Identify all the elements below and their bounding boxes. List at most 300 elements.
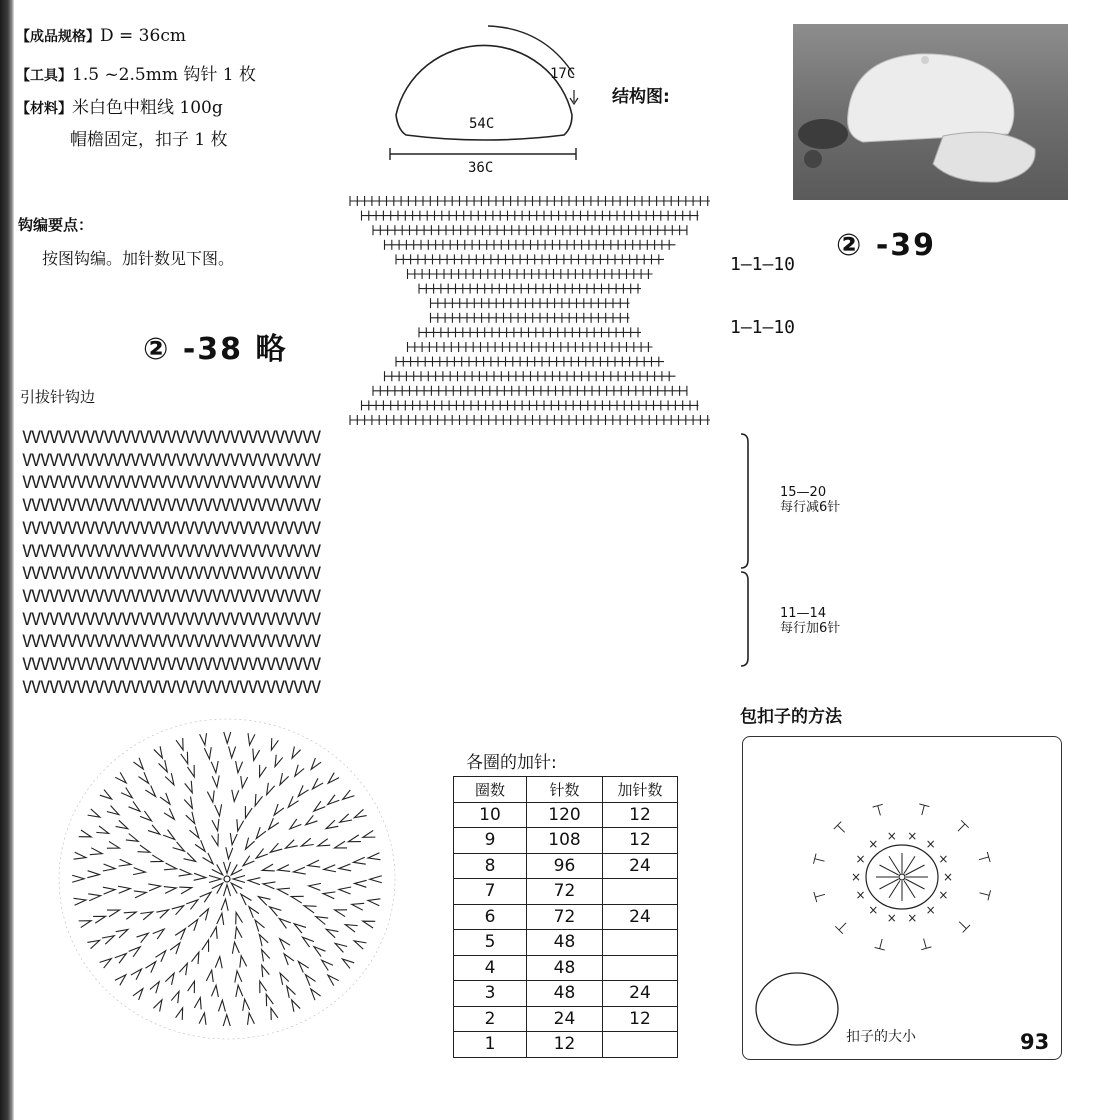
pattern-current: ② -39 [836, 228, 937, 263]
stitch-row: VVVVVVVVVVVVVVVVVVVVVVVVVVVVVVVVV [22, 473, 321, 494]
v-stitch [348, 835, 360, 842]
button-size-circle [756, 973, 838, 1045]
v-stitch [245, 806, 252, 818]
v-stitch [119, 859, 131, 866]
v-stitch [170, 943, 180, 954]
cell-round: 2 [454, 1006, 527, 1032]
v-stitch [335, 910, 347, 917]
v-stitch [199, 909, 208, 921]
edge-label: 引拔针钩边 [20, 388, 96, 406]
brim-row [373, 225, 687, 235]
v-stitch [188, 981, 195, 993]
v-stitch [263, 882, 275, 889]
row-brackets [738, 430, 758, 670]
v-stitch [116, 820, 128, 828]
v-stitch [221, 899, 228, 911]
stitch-row: VVVVVVVVVVVVVVVVVVVVVVVVVVVVVVVVV [22, 609, 321, 630]
button-title: 包扣子的方法 [740, 707, 842, 727]
cell-stitches: 48 [527, 930, 603, 956]
v-stitch [72, 875, 84, 882]
dc-stitch-icon: ⊤ [872, 933, 890, 955]
stitch-row: VVVVVVVVVVVVVVVVVVVVVVVVVVVVVVVVV [22, 564, 321, 585]
v-stitch [233, 876, 245, 883]
v-stitch [115, 953, 127, 963]
v-stitch [335, 841, 347, 848]
v-stitch [232, 942, 239, 954]
key-points-text: 按图钩编。加针数见下图。 [42, 249, 235, 268]
v-stitch [74, 852, 86, 859]
sc-stitch-icon: × [925, 837, 936, 852]
v-stitch [278, 865, 290, 872]
v-stitch [150, 982, 159, 994]
v-stitch [164, 863, 176, 870]
v-stitch [107, 910, 119, 917]
v-stitch [267, 783, 275, 795]
dc-stitch-icon: ⊤ [973, 849, 995, 868]
v-stitch [301, 838, 313, 846]
v-stitch [206, 970, 213, 982]
v-stitch [275, 755, 283, 767]
header-rounds: 圈数 [454, 777, 527, 803]
v-stitch [88, 894, 100, 901]
v-stitch [339, 887, 351, 894]
v-stitch [224, 862, 231, 873]
v-stitch [328, 773, 339, 784]
sc-stitch-icon: × [942, 870, 954, 884]
v-stitch [150, 855, 162, 862]
spec-size-label: 【成品规格】 [16, 29, 100, 45]
brim-row [362, 211, 699, 221]
v-stitch [270, 843, 282, 852]
sc-stitch-icon: × [938, 851, 949, 866]
v-stitch [253, 749, 260, 761]
v-stitch [240, 956, 247, 968]
v-stitch [79, 830, 91, 837]
table-row [454, 802, 678, 828]
round-ring [148, 804, 305, 954]
v-stitch [215, 957, 222, 969]
stitch-row: VVVVVVVVVVVVVVVVVVVVVVVVVVVVVVVVV [22, 677, 321, 698]
v-stitch [248, 1013, 255, 1025]
brim-row [419, 284, 641, 294]
v-stitch [314, 947, 326, 957]
v-stitch [186, 812, 195, 824]
sc-stitch-icon: × [855, 888, 866, 903]
v-stitch [226, 847, 233, 859]
v-stitch [186, 900, 198, 910]
v-stitch [87, 940, 99, 948]
v-stitch [140, 912, 152, 920]
cell-increase: 12 [603, 828, 678, 854]
v-stitch [212, 834, 219, 846]
cell-round: 4 [454, 955, 527, 981]
spec-materials-extra: 帽檐固定，扣子 1 枚 [70, 130, 228, 150]
v-stitch [189, 826, 198, 837]
dc-stitch-icon: ⊤ [914, 799, 932, 821]
cell-stitches: 12 [527, 1032, 603, 1058]
v-stitch [115, 975, 126, 986]
round-ring [164, 819, 290, 939]
brim-row [408, 342, 653, 352]
brim-row [396, 357, 664, 367]
v-stitch [354, 941, 366, 949]
cell-stitches: 96 [527, 853, 603, 879]
table-row [454, 853, 678, 879]
v-stitch [145, 785, 155, 796]
v-stitch [326, 929, 338, 937]
v-stitch [260, 981, 267, 993]
v-stitch [96, 826, 108, 834]
cell-increase [603, 955, 678, 981]
button-size-label: 扣子的大小 [846, 1029, 916, 1045]
v-stitch [290, 819, 301, 829]
v-stitch [176, 1008, 183, 1020]
dc-stitch-icon: ⊤ [831, 915, 854, 938]
hat-top-button-icon [921, 56, 929, 64]
round-ring [133, 790, 321, 969]
table-row [454, 981, 678, 1007]
button-method-box [742, 736, 1062, 1060]
brim-row [350, 196, 710, 206]
sc-stitch-icon: × [925, 902, 936, 917]
v-stitch [280, 973, 289, 985]
stitch-row: VVVVVVVVVVVVVVVVVVVVVVVVVVVVVVVVV [22, 632, 321, 653]
round-ring [209, 862, 245, 896]
v-stitch [328, 975, 339, 986]
cell-stitches: 72 [527, 904, 603, 930]
v-stitch [269, 818, 279, 829]
v-stitch [293, 867, 305, 874]
stitch-row: VVVVVVVVVVVVVVVVVVVVVVVVVVVVVVVVV [22, 518, 321, 539]
v-stitch [368, 899, 380, 906]
cell-stitches: 24 [527, 1006, 603, 1032]
cell-increase [603, 879, 678, 905]
cell-round: 9 [454, 828, 527, 854]
round-ring [103, 761, 351, 997]
brim-row [431, 298, 630, 308]
v-stitch [368, 853, 380, 860]
v-stitch [370, 876, 382, 883]
v-stitch [164, 887, 176, 894]
spec-tools-label: 【工具】 [16, 68, 72, 84]
v-stitch [165, 973, 174, 985]
dim-circumference: 54C [469, 116, 495, 132]
increase-table [453, 776, 678, 1058]
stitch-row: VVVVVVVVVVVVVVVVVVVVVVVVVVVVVVVVV [22, 496, 321, 517]
table-header-row [454, 777, 678, 803]
v-stitch [156, 910, 168, 919]
spec-size [16, 26, 186, 46]
table-title: 各圈的加针: [466, 753, 557, 773]
dc-stitch-icon: ⊤ [974, 885, 995, 903]
dc-stitch-icon: ⊤ [951, 914, 974, 937]
brim-row [373, 386, 687, 396]
v-stitch [352, 903, 364, 910]
dim-width: 36C [468, 160, 494, 176]
v-stitch [200, 892, 211, 902]
note-decrease-range: 15—20 [780, 485, 827, 500]
v-stitch [291, 896, 303, 903]
v-stitch [308, 860, 320, 867]
v-stitch [313, 778, 324, 789]
v-stitch [305, 975, 315, 986]
v-stitch [236, 985, 243, 997]
v-stitch [179, 963, 187, 975]
spec-size-value: D = 36cm [100, 26, 186, 46]
cell-stitches: 48 [527, 981, 603, 1007]
v-stitch [229, 746, 236, 758]
dc-stitch-icon: ⊤ [870, 800, 888, 821]
v-stitch [153, 1000, 162, 1012]
table-row [454, 828, 678, 854]
v-stitch [215, 804, 222, 816]
v-stitch [316, 917, 328, 925]
v-stitch [212, 775, 219, 787]
sc-stitch-icon: × [868, 837, 879, 852]
v-stitch [179, 869, 191, 876]
v-stitch [87, 871, 99, 878]
v-stitch [121, 788, 132, 798]
v-stitch [126, 834, 138, 842]
v-stitch [118, 886, 130, 893]
v-stitch [248, 733, 255, 745]
v-stitch [280, 773, 289, 785]
brim-rule-mid: 1—1—10 [730, 317, 796, 338]
v-stitch [207, 790, 214, 802]
note-decrease-text: 每行减6针 [780, 500, 841, 515]
cell-round: 1 [454, 1032, 527, 1058]
v-stitch [302, 937, 314, 947]
key-points-title: 钩编要点： [18, 216, 94, 234]
v-stitch [231, 864, 242, 875]
v-stitch [181, 752, 188, 764]
sc-stitch-icon: × [907, 910, 918, 925]
cell-stitches: 120 [527, 802, 603, 828]
sc-stitch-icon: × [868, 902, 879, 917]
magic-ring-icon [224, 876, 230, 882]
v-stitch [326, 820, 338, 828]
dome-outline [396, 45, 572, 115]
spec-tools [16, 60, 256, 85]
v-stitch [100, 790, 112, 800]
v-stitch [124, 912, 136, 919]
v-stitch [148, 825, 160, 834]
v-stitch [103, 864, 115, 871]
cell-round: 5 [454, 930, 527, 956]
v-stitch [148, 884, 160, 891]
cell-stitches: 108 [527, 828, 603, 854]
sc-stitch-icon: × [855, 851, 866, 866]
cell-increase: 24 [603, 853, 678, 879]
v-stitch [79, 921, 91, 928]
header-increases: 加针数 [603, 777, 678, 803]
v-stitch [355, 880, 367, 887]
round-ring [179, 833, 276, 925]
v-stitch [224, 732, 231, 743]
sc-stitch-icon: × [886, 829, 897, 844]
table-row [454, 904, 678, 930]
v-stitch [211, 985, 218, 997]
v-stitch [155, 951, 165, 962]
v-stitch [255, 920, 264, 931]
v-stitch [241, 776, 248, 788]
spec-materials-label: 【材料】 [16, 101, 72, 117]
v-stitch [200, 733, 207, 745]
v-stitch [134, 891, 146, 898]
v-stitch [292, 1000, 301, 1012]
v-stitch [163, 830, 175, 840]
v-stitch [295, 765, 304, 777]
brim-row [385, 371, 676, 381]
v-stitch [140, 811, 152, 821]
v-stitch [173, 842, 185, 851]
v-stitch [90, 848, 102, 855]
v-stitch [175, 929, 185, 940]
v-stitch [107, 841, 119, 848]
v-stitch [363, 921, 375, 928]
v-stitch [314, 801, 325, 811]
v-stitch [102, 936, 114, 944]
sc-stitch-icon: × [850, 870, 862, 884]
v-stitch [172, 906, 184, 915]
v-stitch [318, 839, 330, 846]
note-increase-text: 每行加6针 [780, 621, 841, 636]
dc-stitch-icon: ⊤ [830, 817, 853, 840]
spec-materials-value: 米白色中粗线 100g [72, 98, 223, 118]
v-stitch [309, 883, 321, 890]
v-stitch [212, 883, 223, 894]
v-stitch [255, 794, 262, 806]
hat-photo [793, 24, 1068, 200]
stitch-row: VVVVVVVVVVVVVVVVVVVVVVVVVVVVVVVVV [22, 655, 321, 675]
brim-row [362, 400, 699, 410]
v-stitch [243, 856, 254, 866]
v-stitch [279, 919, 291, 929]
dc-stitch-icon: ⊤ [916, 933, 934, 954]
stitch-row: VVVVVVVVVVVVVVVVVVVVVVVVVVVVVVVVV [22, 450, 321, 471]
brim-row [408, 269, 653, 279]
v-stitch [195, 840, 205, 851]
v-stitch [243, 999, 250, 1011]
table-row [454, 1032, 678, 1058]
v-stitch [277, 888, 289, 895]
table-row [454, 879, 678, 905]
cell-round: 6 [454, 904, 527, 930]
v-stitch [345, 925, 357, 933]
v-stitch [235, 927, 242, 939]
hat-brim [933, 132, 1035, 182]
v-stitch [133, 868, 145, 875]
v-stitch [262, 864, 274, 871]
v-stitch [159, 760, 168, 772]
stitch-row: VVVVVVVVVVVVVVVVVVVVVVVVVVVVVVVVV [22, 428, 321, 448]
v-stitch [160, 793, 170, 804]
v-stitch [74, 898, 86, 905]
crown-round-chart [50, 714, 410, 1054]
v-stitch [270, 907, 282, 916]
v-stitch [218, 1000, 225, 1012]
note-decrease [780, 485, 840, 515]
cell-round: 3 [454, 981, 527, 1007]
page-number: 93 [1020, 1030, 1050, 1054]
table-row [454, 1006, 678, 1032]
v-stitch [194, 998, 201, 1010]
bracket-decrease [741, 434, 748, 568]
dc-stitch-icon: ⊤ [809, 851, 830, 869]
cell-round: 8 [454, 853, 527, 879]
v-stitch [288, 796, 298, 807]
cell-increase: 24 [603, 904, 678, 930]
button-chart [743, 737, 1061, 1059]
v-stitch [236, 912, 243, 924]
v-stitch [339, 864, 351, 871]
v-stitch [235, 971, 242, 983]
v-stitch [363, 830, 375, 837]
v-stitch [223, 1015, 230, 1026]
header-stitches: 针数 [527, 777, 603, 803]
v-stitch [184, 853, 196, 862]
v-stitch [202, 940, 209, 952]
v-stitch [100, 959, 112, 969]
v-stitch [340, 814, 352, 822]
cell-increase [603, 930, 678, 956]
v-stitch [304, 906, 316, 913]
v-stitch [137, 933, 149, 943]
v-stitch [230, 833, 237, 845]
spec-tools-value: 1.5 ~2.5mm 钩针 1 枚 [72, 65, 256, 85]
v-stitch [287, 986, 296, 998]
round-ring [194, 847, 261, 910]
round-ring [72, 732, 382, 1026]
cell-round: 7 [454, 879, 527, 905]
v-stitch [248, 878, 260, 885]
hat-crown [848, 54, 1014, 142]
dim-height: 17C [550, 66, 576, 82]
v-stitch [236, 761, 243, 773]
v-stitch [323, 892, 335, 899]
cell-increase: 12 [603, 1006, 678, 1032]
v-stitch [165, 773, 174, 785]
v-stitch [185, 781, 193, 793]
brim-stitch-chart [340, 188, 730, 433]
v-stitch [145, 962, 155, 973]
v-stitch [211, 761, 218, 773]
note-increase-range: 11—14 [780, 606, 827, 621]
note-increase [780, 606, 840, 636]
round-outline [59, 719, 395, 1039]
v-stitch [188, 919, 198, 930]
v-stitch [187, 765, 194, 777]
v-stitch [88, 809, 100, 817]
v-stitch [245, 838, 254, 850]
v-stitch [256, 849, 268, 859]
v-stitch [256, 827, 266, 838]
v-stitch [306, 815, 318, 825]
v-stitch [191, 952, 198, 964]
spec-materials [16, 93, 223, 118]
v-stitch [179, 887, 191, 894]
v-stitch [212, 819, 219, 831]
v-stitch [131, 969, 142, 980]
stitch-row: VVVVVVVVVVVVVVVVVVVVVVVVVVVVVVVVV [22, 586, 321, 607]
brim-row [419, 327, 641, 337]
v-stitch [353, 857, 365, 864]
cell-increase [603, 1032, 678, 1058]
v-stitch [262, 965, 270, 977]
v-stitch [217, 913, 224, 925]
v-stitch [311, 758, 321, 769]
v-stitch [260, 765, 267, 777]
